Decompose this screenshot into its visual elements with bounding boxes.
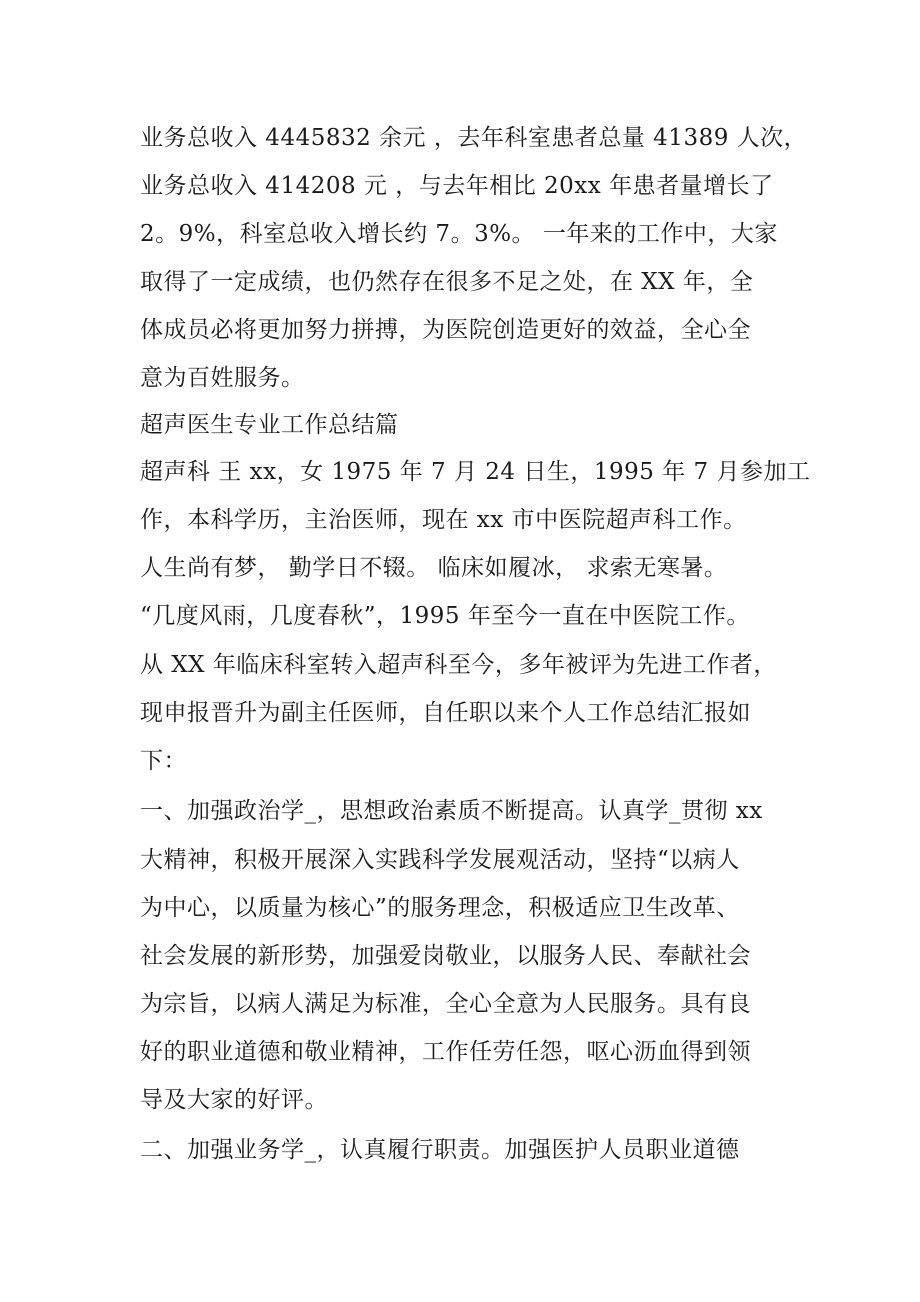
text-line: 人生尚有梦， 勤学日不辍。 临床如履冰， 求索无寒暑。 — [140, 555, 728, 581]
text-line: 二、加强业务学_，认真履行职责。加强医护人员职业道德 — [140, 1137, 740, 1163]
text-line: 体成员必将更加努力拼搏，为医院创造更好的效益，全心全 — [140, 317, 751, 343]
text-line: 取得了一定成绩，也仍然存在很多不足之处，在 XX 年，全 — [140, 269, 754, 295]
text-line: 从 XX 年临床科室转入超声科至今，多年被评为先进工作者， — [140, 652, 777, 678]
text-line: 业务总收入 414208 元 ，与去年相比 20xx 年患者量增长了 — [140, 173, 774, 199]
text-line: 一、加强政治学_，思想政治素质不断提高。认真学_贯彻 xx — [140, 798, 763, 824]
text-line: 大精神，积极开展深入实践科学发展观活动，坚持“以病人 — [140, 847, 740, 873]
text-line: 意为百姓服务。 — [140, 365, 305, 391]
section-heading: 超声医生专业工作总结篇 — [140, 412, 399, 438]
text-line: 超声科 王 xx，女 1975 年 7 月 24 日生，1995 年 7 月参加工 — [140, 459, 811, 485]
text-line: 导及大家的好评。 — [140, 1087, 328, 1113]
text-line: 为宗旨，以病人满足为标准，全心全意为人民服务。具有良 — [140, 991, 751, 1017]
text-line: 为中心，以质量为核心”的服务理念，积极适应卫生改革、 — [140, 895, 740, 921]
text-line: 现申报晋升为副主任医师，自任职以来个人工作总结汇报如 — [140, 700, 751, 726]
text-line: 业务总收入 4445832 余元 ，去年科室患者总量 41389 人次， — [140, 125, 808, 151]
text-line: 好的职业道德和敬业精神，工作任劳任怨，呕心沥血得到领 — [140, 1039, 751, 1065]
text-line: 社会发展的新形势，加强爱岗敬业，以服务人民、奉献社会 — [140, 943, 751, 969]
text-line: 下： — [140, 748, 187, 774]
text-line: 2。9%，科室总收入增长约 7。3%。 一年来的工作中，大家 — [140, 221, 778, 247]
text-line: 作，本科学历，主治医师，现在 xx 市中医院超声科工作。 — [140, 507, 747, 533]
text-line: “几度风雨，几度春秋”，1995 年至今一直在中医院工作。 — [140, 603, 750, 629]
